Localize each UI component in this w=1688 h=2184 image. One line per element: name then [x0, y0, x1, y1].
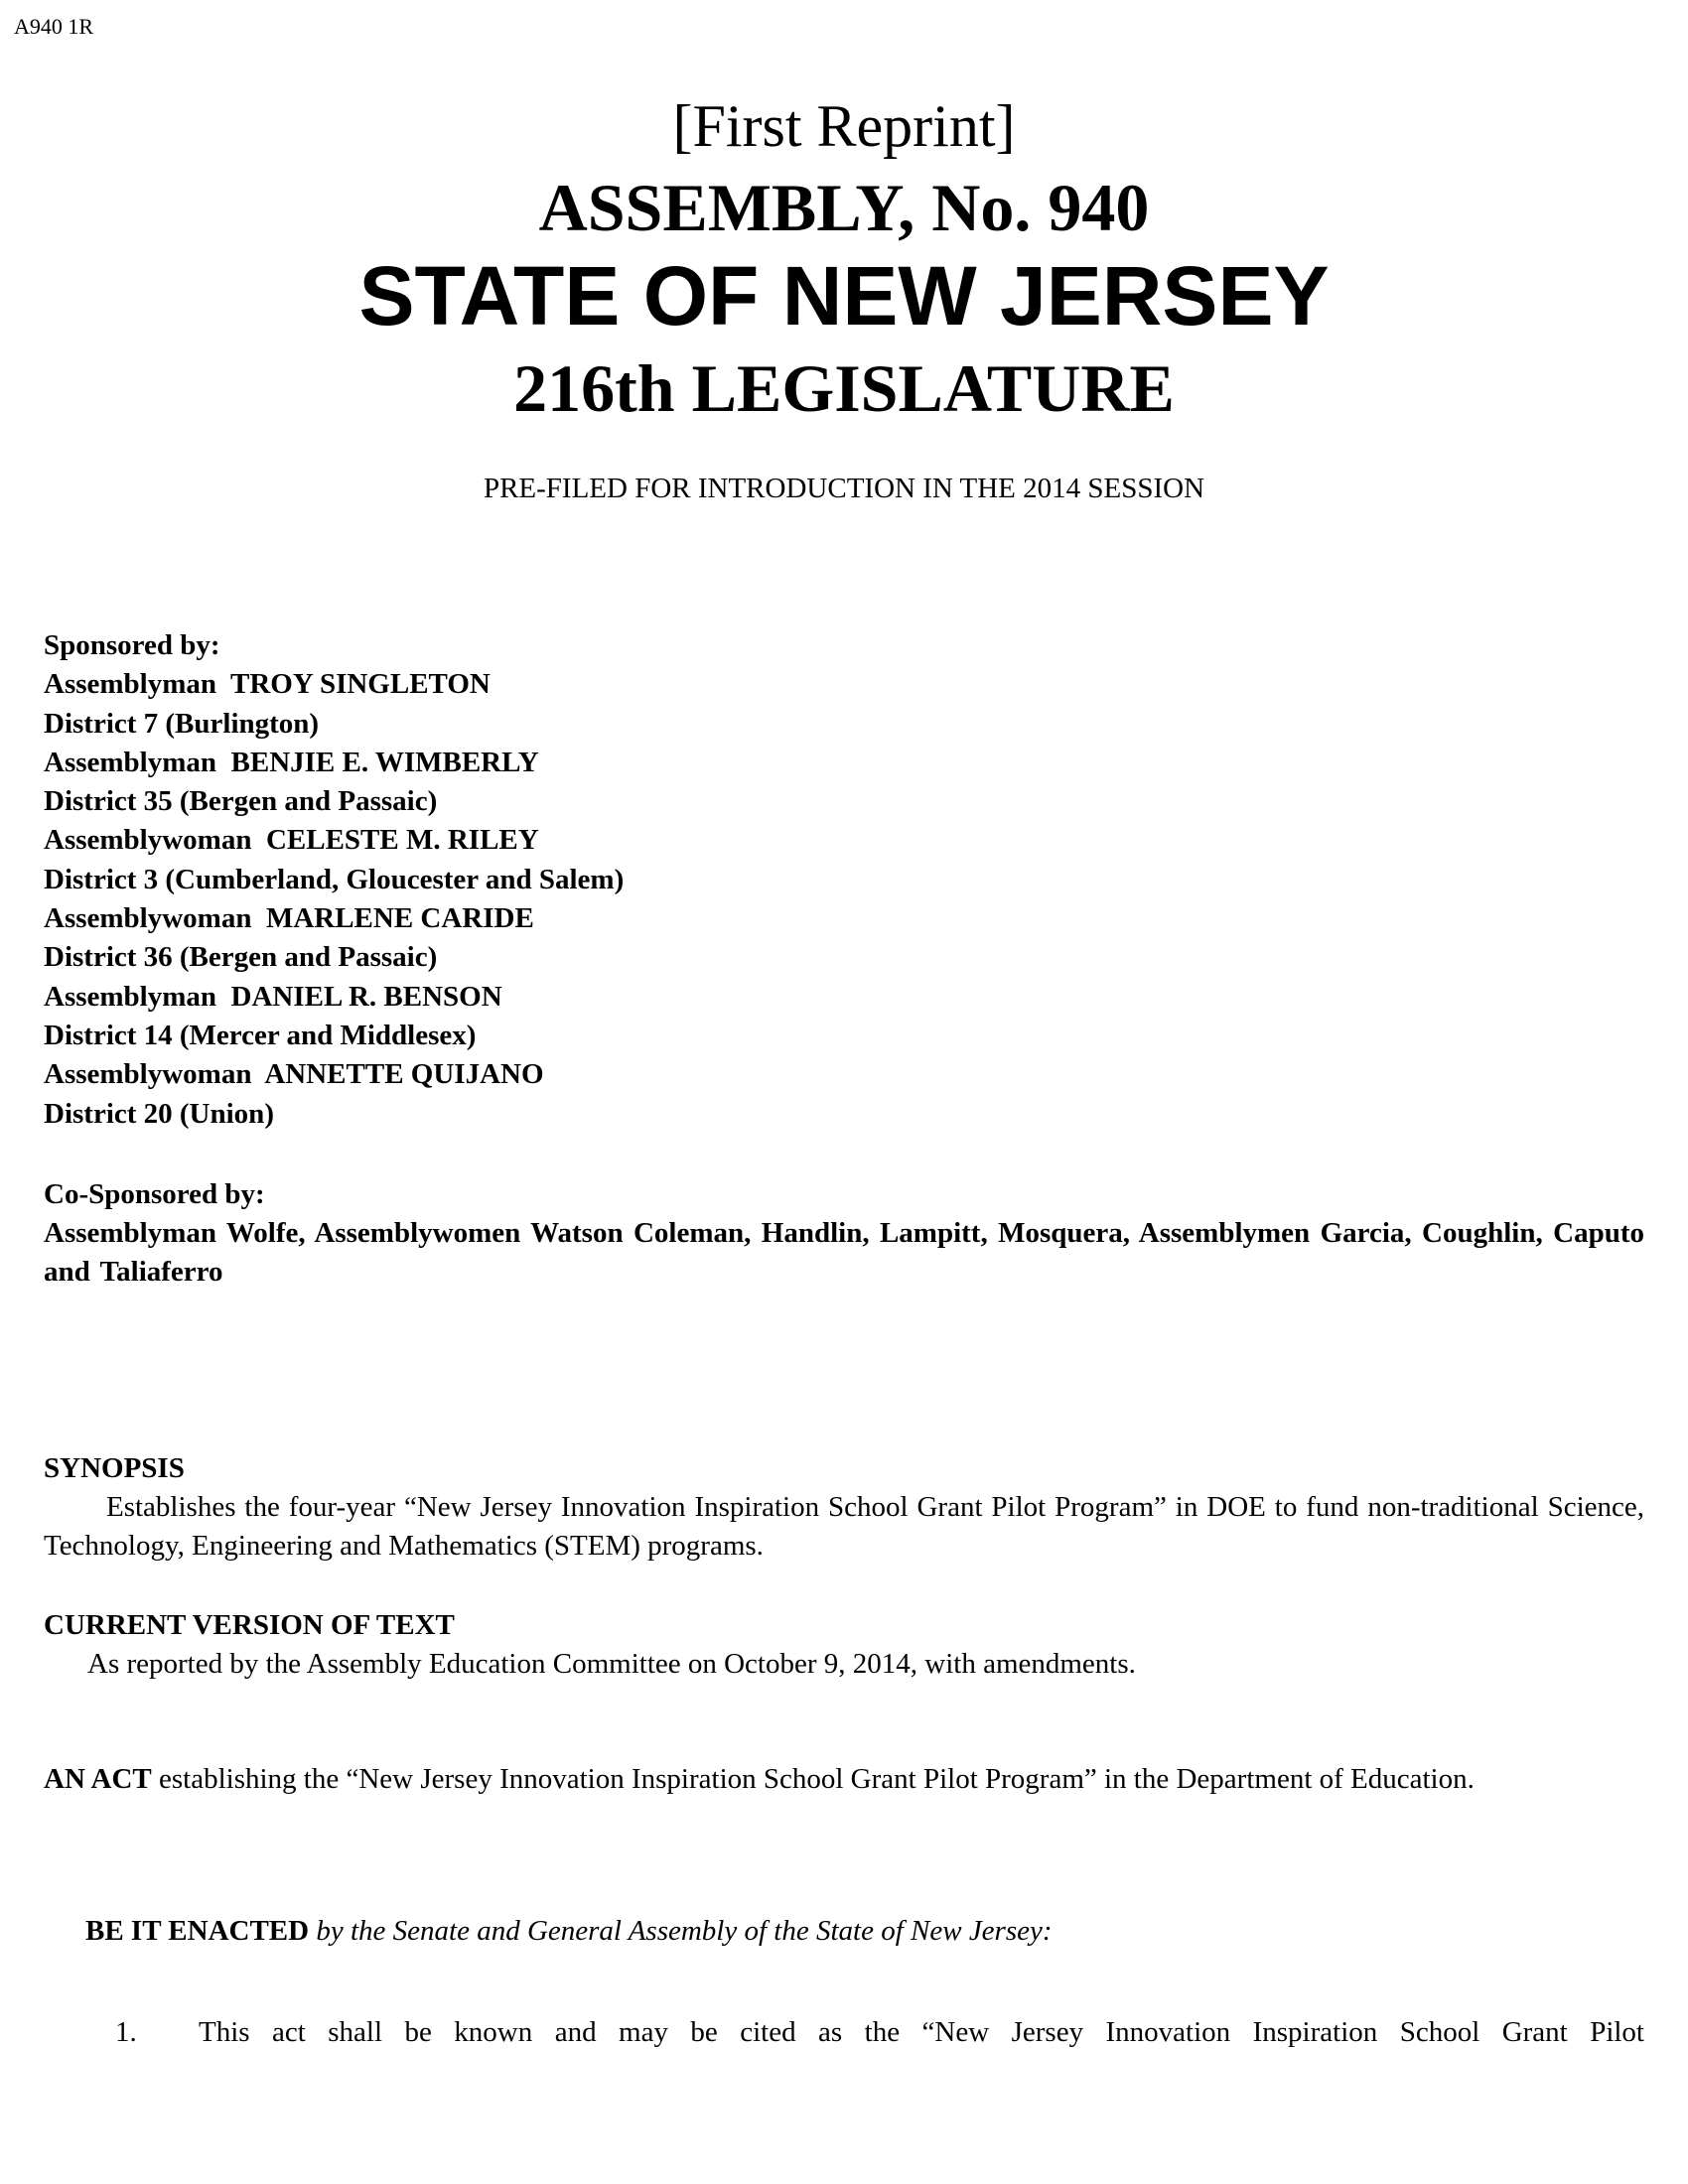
section-text: This act shall be known and may be cited as the “New Jersey Innovation Inspiration School Grant Pilot	[199, 2016, 1644, 2048]
current-version-text: As reported by the Assembly Education Committee on October 9, 2014, with amendments.	[87, 1648, 1136, 1680]
sponsor-district: District 35 (Bergen and Passaic)	[44, 785, 438, 818]
enacted-lead: BE IT ENACTED	[85, 1915, 310, 1947]
sponsor-district: District 36 (Bergen and Passaic)	[44, 941, 438, 974]
enacted-text: by the Senate and General Assembly of the State of New Jersey:	[309, 1915, 1053, 1947]
section-number: 1.	[115, 2016, 137, 2048]
sponsors-heading: Sponsored by:	[44, 629, 220, 661]
cosponsors-heading: Co-Sponsored by:	[44, 1178, 265, 1210]
state-title: STATE OF NEW JERSEY	[358, 249, 1330, 342]
sponsor-district: District 14 (Mercer and Middlesex)	[44, 1019, 477, 1051]
prefiled-notice: PRE-FILED FOR INTRODUCTION IN THE 2014 SESSION	[483, 473, 1205, 504]
sponsor-line: Assemblywoman ANNETTE QUIJANO	[44, 1058, 544, 1091]
cosponsors-list: Assemblyman Wolfe, Assemblywomen Watson Coleman, Handlin, Lampitt, Mosquera, Assemblymen Garcia, Coughlin, Caputo and Taliaferro	[44, 1217, 1644, 1288]
sponsors-block	[44, 626, 1644, 1134]
act-text: establishing the “New Jersey Innovation Inspiration School Grant Pilot Program” in the Department of Education.	[151, 1763, 1475, 1795]
legislature-title: 216th LEGISLATURE	[513, 350, 1175, 426]
synopsis-heading: SYNOPSIS	[44, 1452, 185, 1484]
document-id: A940 1R	[14, 14, 94, 39]
sponsor-line: Assemblywoman MARLENE CARIDE	[44, 902, 534, 935]
sponsor-line: Assemblyman TROY SINGLETON	[44, 668, 491, 701]
bill-number-title: ASSEMBLY, No. 940	[538, 170, 1150, 245]
sponsor-line: Assemblyman DANIEL R. BENSON	[44, 980, 502, 1013]
current-version-heading: CURRENT VERSION OF TEXT	[44, 1609, 455, 1641]
act-title	[44, 1755, 1644, 1804]
sponsor-line: Assemblyman BENJIE E. WIMBERLY	[44, 746, 539, 778]
reprint-label: [First Reprint]	[672, 93, 1016, 159]
sponsor-district: District 7 (Burlington)	[44, 707, 320, 740]
synopsis-text: Establishes the four-year “New Jersey Innovation Inspiration School Grant Pilot Program” in DOE to fund non-traditional Science, Technology, Engineering and Mathematics (STEM) programs.	[44, 1491, 1644, 1562]
act-lead: AN ACT	[44, 1763, 152, 1795]
sponsor-district: District 3 (Cumberland, Gloucester and Salem)	[44, 863, 625, 895]
section-1	[115, 2012, 1644, 2052]
sponsor-line: Assemblywoman CELESTE M. RILEY	[44, 824, 539, 857]
enacting-clause	[85, 1911, 1053, 1951]
sponsor-district: District 20 (Union)	[44, 1097, 274, 1130]
